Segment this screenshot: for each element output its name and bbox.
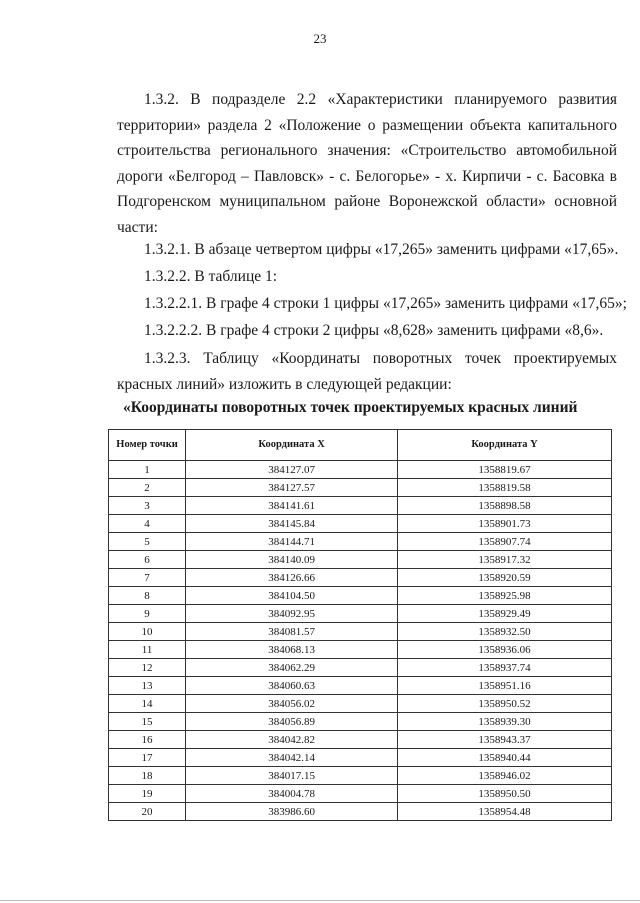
cell-coordinate-x: 384141.61 <box>186 497 398 515</box>
table-intro-paragraph: 1.3.2.3. Таблицу «Координаты поворотных точек проектируемых красных линий» изложить в следующей редакции: <box>117 350 617 393</box>
cell-point-number: 9 <box>109 605 186 623</box>
table-header-row <box>109 430 612 461</box>
table-row <box>109 767 612 785</box>
table-row <box>109 623 612 641</box>
cell-coordinate-x: 384017.15 <box>186 767 398 785</box>
cell-coordinate-y: 1358946.02 <box>398 767 612 785</box>
cell-point-number: 6 <box>109 551 186 569</box>
cell-coordinate-y: 1358937.74 <box>398 659 612 677</box>
item-1-3-2-2: 1.3.2.2. В таблице 1: <box>144 268 278 285</box>
table-row <box>109 749 612 767</box>
cell-coordinate-y: 1358954.48 <box>398 803 612 821</box>
cell-coordinate-x: 384092.95 <box>186 605 398 623</box>
cell-coordinate-y: 1358940.44 <box>398 749 612 767</box>
cell-coordinate-y: 1358898.58 <box>398 497 612 515</box>
cell-coordinate-x: 384144.71 <box>186 533 398 551</box>
cell-coordinate-x: 384140.09 <box>186 551 398 569</box>
cell-point-number: 16 <box>109 731 186 749</box>
header-coordinate-x: Координата X <box>186 430 398 461</box>
cell-point-number: 2 <box>109 479 186 497</box>
item-1-3-2-2-1: 1.3.2.2.1. В графе 4 строки 1 цифры «17,265» заменить цифрами «17,65»; <box>144 295 627 312</box>
item-1-3-2-1: 1.3.2.1. В абзаце четвертом цифры «17,265» заменить цифрами «17,65». <box>144 241 619 258</box>
cell-coordinate-x: 384081.57 <box>186 623 398 641</box>
table-row <box>109 695 612 713</box>
cell-coordinate-x: 384004.78 <box>186 785 398 803</box>
main-paragraph: 1.3.2. В подразделе 2.2 «Характеристики планируемого развития территории» раздела 2 «Положение о размещении объекта капитального строительства регионального значения: «Строительство автомобильной дороги «Белгород – Павловск» - с. Белогорье» - х. Кирпичи - с. Басовка в Подгоренском муниципальном районе Воронежской области» основной части: <box>117 91 617 236</box>
header-point-number: Номер точки <box>109 430 186 461</box>
cell-coordinate-x: 384145.84 <box>186 515 398 533</box>
table-row <box>109 569 612 587</box>
table-row <box>109 731 612 749</box>
cell-coordinate-y: 1358925.98 <box>398 587 612 605</box>
cell-coordinate-y: 1358929.49 <box>398 605 612 623</box>
cell-coordinate-y: 1358819.58 <box>398 479 612 497</box>
cell-coordinate-x: 384104.50 <box>186 587 398 605</box>
header-coordinate-y: Координата Y <box>398 430 612 461</box>
table-row <box>109 713 612 731</box>
cell-coordinate-x: 384042.82 <box>186 731 398 749</box>
table-row <box>109 785 612 803</box>
cell-point-number: 18 <box>109 767 186 785</box>
cell-coordinate-y: 1358901.73 <box>398 515 612 533</box>
table-row <box>109 551 612 569</box>
cell-coordinate-y: 1358932.50 <box>398 623 612 641</box>
table-row <box>109 461 612 479</box>
table-row <box>109 659 612 677</box>
cell-coordinate-y: 1358907.74 <box>398 533 612 551</box>
cell-point-number: 12 <box>109 659 186 677</box>
item-1-3-2-2-2: 1.3.2.2.2. В графе 4 строки 2 цифры «8,628» заменить цифрами «8,6». <box>144 322 604 339</box>
cell-point-number: 14 <box>109 695 186 713</box>
cell-coordinate-x: 384056.89 <box>186 713 398 731</box>
cell-coordinate-y: 1358951.16 <box>398 677 612 695</box>
table-row <box>109 605 612 623</box>
table-row <box>109 587 612 605</box>
table-body <box>109 461 612 821</box>
cell-point-number: 7 <box>109 569 186 587</box>
table-row <box>109 497 612 515</box>
cell-coordinate-x: 383986.60 <box>186 803 398 821</box>
cell-coordinate-x: 384060.63 <box>186 677 398 695</box>
cell-point-number: 20 <box>109 803 186 821</box>
bottom-rule <box>0 900 640 901</box>
cell-point-number: 4 <box>109 515 186 533</box>
cell-point-number: 13 <box>109 677 186 695</box>
cell-point-number: 15 <box>109 713 186 731</box>
table-row <box>109 803 612 821</box>
cell-point-number: 1 <box>109 461 186 479</box>
cell-point-number: 17 <box>109 749 186 767</box>
coordinates-table <box>108 429 612 821</box>
cell-coordinate-y: 1358950.50 <box>398 785 612 803</box>
cell-coordinate-y: 1358920.59 <box>398 569 612 587</box>
cell-point-number: 19 <box>109 785 186 803</box>
cell-coordinate-x: 384042.14 <box>186 749 398 767</box>
cell-point-number: 11 <box>109 641 186 659</box>
cell-point-number: 3 <box>109 497 186 515</box>
cell-coordinate-x: 384127.57 <box>186 479 398 497</box>
table-row <box>109 515 612 533</box>
cell-coordinate-y: 1358917.32 <box>398 551 612 569</box>
table-title: «Координаты поворотных точек проектируемых красных линий <box>123 399 578 416</box>
cell-coordinate-y: 1358950.52 <box>398 695 612 713</box>
table-row <box>109 479 612 497</box>
cell-point-number: 8 <box>109 587 186 605</box>
cell-coordinate-y: 1358819.67 <box>398 461 612 479</box>
page-number: 23 <box>313 31 327 46</box>
cell-coordinate-y: 1358943.37 <box>398 731 612 749</box>
table-row <box>109 641 612 659</box>
cell-coordinate-x: 384127.07 <box>186 461 398 479</box>
table-row <box>109 533 612 551</box>
cell-coordinate-x: 384056.02 <box>186 695 398 713</box>
cell-coordinate-x: 384126.66 <box>186 569 398 587</box>
cell-coordinate-y: 1358939.30 <box>398 713 612 731</box>
table-row <box>109 677 612 695</box>
cell-point-number: 5 <box>109 533 186 551</box>
cell-coordinate-x: 384068.13 <box>186 641 398 659</box>
cell-coordinate-x: 384062.29 <box>186 659 398 677</box>
cell-point-number: 10 <box>109 623 186 641</box>
cell-coordinate-y: 1358936.06 <box>398 641 612 659</box>
